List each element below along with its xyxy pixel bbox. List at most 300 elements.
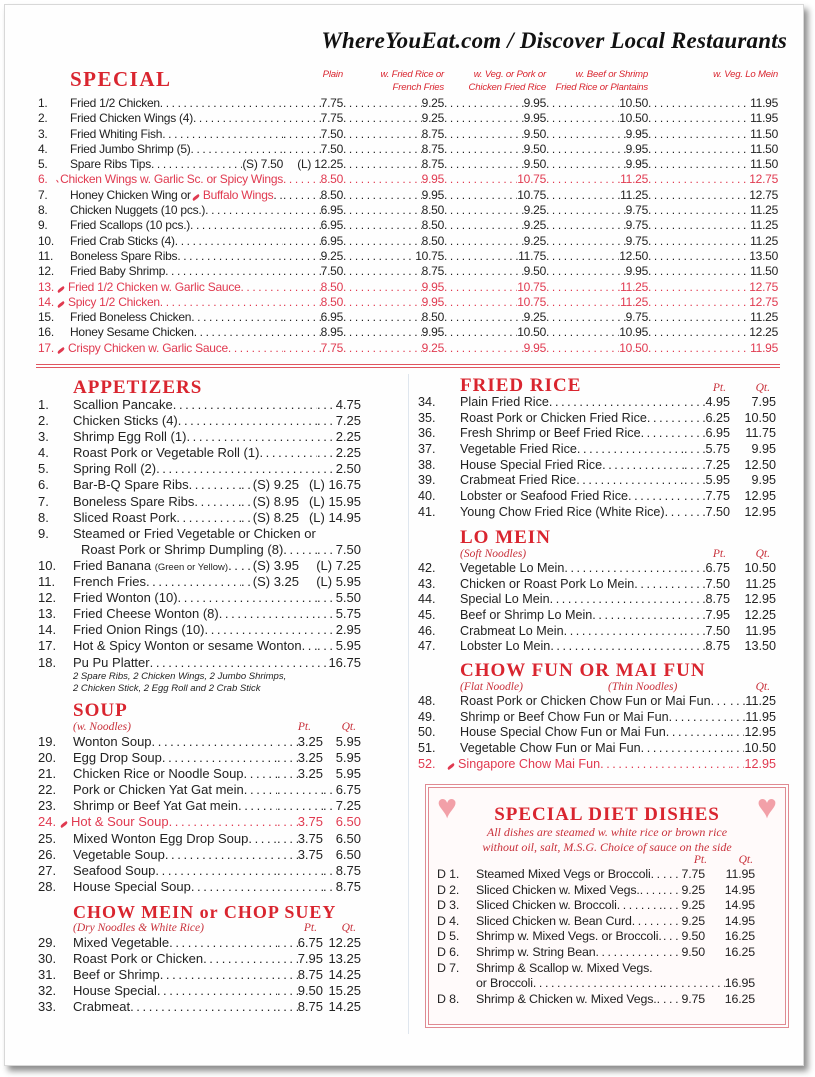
item-name: Crispy Chicken w. Garlic Sauce [68, 340, 228, 355]
dot-leader [193, 111, 283, 126]
menu-item-row [418, 395, 776, 411]
dot-leader [684, 561, 705, 577]
dot-leader [241, 510, 253, 526]
chow-mein-section [38, 903, 361, 1015]
item-number: 9. [38, 218, 48, 233]
column-header-line: w. Beef or Shrimp [575, 69, 648, 80]
item-name: Steamed or Fried Vegetable or Chicken or [73, 525, 316, 541]
dot-leader [190, 218, 283, 233]
price-cell [283, 96, 343, 111]
dot-leader [684, 608, 705, 624]
lo-mein-section [418, 529, 776, 655]
item-number: D 3. [437, 898, 460, 913]
price-cell [343, 111, 444, 126]
price-cell [277, 863, 323, 879]
item-price: 12.75 [749, 294, 778, 309]
item-price: 10.50 [517, 325, 546, 340]
price-cell [663, 867, 705, 883]
pepper-icon [56, 181, 58, 184]
dot-leader [176, 510, 241, 526]
item-number: 10. [38, 557, 57, 573]
item-price: 12.75 [749, 187, 778, 202]
price-cell [323, 935, 361, 951]
qt-label: Qt. [755, 681, 770, 693]
item-number: 4. [38, 141, 48, 156]
dot-leader [634, 577, 684, 593]
price-cell [323, 831, 361, 847]
fried-rice-title-text: FRIED RICE [460, 375, 582, 396]
item-number: 44. [418, 592, 436, 607]
dot-leader [277, 798, 323, 814]
menu-item-row [38, 879, 361, 895]
price-cell [444, 310, 546, 325]
price-cell [663, 898, 705, 914]
dot-leader [663, 883, 681, 899]
item-price: 9.50 [523, 126, 546, 141]
item-price: 13.50 [749, 248, 778, 263]
price-cell [663, 945, 705, 961]
item-price: 16.25 [724, 944, 755, 959]
price-cell [730, 489, 776, 505]
item-number: 22. [38, 782, 57, 798]
price-cell [730, 725, 776, 741]
menu-item-row [38, 798, 361, 814]
item-number: 40. [418, 489, 436, 504]
item-number: 31. [38, 967, 57, 983]
dot-leader [648, 127, 750, 142]
price-cell [343, 188, 444, 203]
price-cell [730, 473, 776, 489]
dot-leader [711, 694, 730, 710]
item-name: Egg Drop Soup [73, 750, 162, 766]
item-name: French Fries [73, 574, 146, 590]
item-price: 6.75 [335, 782, 361, 798]
price-cell [663, 992, 705, 1008]
heart-icon: ♥ [437, 788, 458, 826]
item-number: 14. [38, 622, 57, 638]
item-price: 9.95 [421, 279, 444, 294]
item-number: 3. [38, 429, 49, 445]
item-price: 12.25 [328, 935, 361, 950]
appetizers-list [38, 397, 361, 695]
menu-item-row [437, 898, 755, 914]
item-number: 50. [418, 725, 436, 740]
price-cell [277, 879, 323, 895]
column-header-line: w. Fried Rice or [380, 69, 444, 80]
dot-leader [546, 325, 619, 340]
menu-item-row [418, 577, 776, 593]
dot-leader [648, 188, 749, 203]
item-price: 12.95 [744, 756, 776, 771]
price-cell [684, 442, 730, 458]
item-name: Roast Pork or Chicken Fried Rice [460, 410, 647, 425]
item-price: 7.75 [320, 340, 343, 355]
price-cell [546, 111, 648, 126]
price-cell [684, 489, 730, 505]
item-price: (L) 5.95 [316, 574, 361, 590]
item-price: 9.50 [297, 983, 323, 999]
price-cell [444, 157, 546, 172]
dot-leader [648, 341, 750, 356]
section-title-appetizers: APPETIZERS [73, 377, 203, 398]
price-cell [323, 750, 361, 766]
price-cell [663, 883, 705, 899]
item-price: 14.95 [724, 882, 755, 897]
price-cell [277, 935, 323, 951]
price-cell [730, 411, 776, 427]
item-name: House Special Soup [73, 878, 191, 894]
dot-leader [343, 234, 422, 249]
price-cell [684, 624, 730, 640]
pepper-icon [60, 821, 68, 828]
item-price: 7.50 [320, 126, 343, 141]
item-price: 9.25 [681, 898, 705, 913]
dot-leader [283, 96, 321, 111]
item-name: Pork or Chicken Yat Gat mein [73, 782, 244, 798]
item-number: 6. [38, 477, 49, 493]
dot-leader [546, 280, 620, 295]
price-cell [317, 397, 361, 413]
price-cell [705, 929, 755, 945]
dot-leader [343, 142, 422, 157]
menu-item-row [418, 458, 776, 474]
dot-leader [317, 429, 336, 445]
dot-leader [194, 494, 241, 510]
dot-leader [651, 867, 663, 883]
menu-item-row [38, 310, 778, 325]
price-cell [648, 234, 778, 249]
item-price: 11.95 [745, 709, 776, 724]
item-price: 13.50 [744, 639, 776, 654]
price-cell [323, 967, 361, 983]
menu-item-row [38, 461, 361, 477]
item-name: Roast Pork or Chicken [73, 951, 204, 967]
soup-subtitle [38, 720, 361, 734]
dot-leader [546, 188, 620, 203]
dot-leader [444, 249, 518, 264]
item-price: 10.50 [744, 741, 776, 756]
item-name: Beef or Shrimp [73, 967, 160, 983]
item-price: 14.25 [328, 999, 361, 1015]
item-name: Hot & Sour Soup [71, 814, 169, 830]
item-price: 8.75 [421, 126, 444, 141]
dot-leader [169, 935, 277, 951]
item-price: 12.95 [744, 504, 776, 519]
menu-item-row [418, 639, 776, 655]
dot-leader [444, 127, 524, 142]
menu-item-row [38, 831, 361, 847]
item-price: 7.95 [705, 608, 730, 623]
price-cell [317, 606, 361, 622]
item-price: 11.95 [750, 111, 778, 126]
dot-leader [648, 111, 750, 126]
item-number: 11. [38, 248, 54, 263]
price-cell [444, 96, 546, 111]
item-price: 9.95 [523, 111, 546, 126]
item-number: 28. [38, 878, 57, 894]
item-name: Vegetable Chow Fun or Mai Fun [460, 741, 641, 756]
dot-leader [648, 172, 749, 187]
price-cell [277, 847, 323, 863]
dot-leader [343, 249, 415, 264]
item-price: 13.25 [328, 951, 361, 967]
price-cell [283, 325, 343, 340]
item-name: Chicken Sticks (4) [73, 413, 178, 429]
item-price: 9.50 [523, 141, 546, 156]
price-cell [343, 310, 444, 325]
price-cell [730, 592, 776, 608]
dot-leader [546, 157, 626, 172]
item-name: Special Lo Mein [460, 592, 550, 607]
item-number: 47. [418, 639, 436, 654]
dot-leader [283, 142, 321, 157]
item-name: Fried Banana [73, 557, 152, 573]
dot-leader [648, 142, 750, 157]
menu-item-row [38, 234, 778, 249]
price-cell [730, 577, 776, 593]
dot-leader [277, 734, 298, 750]
item-number: 3. [38, 126, 48, 141]
price-cell [730, 505, 776, 521]
dot-leader [152, 734, 277, 750]
menu-item-row [38, 999, 361, 1015]
item-price: 3.75 [297, 830, 323, 846]
price-cell [277, 750, 323, 766]
dot-leader [165, 847, 277, 863]
dot-leader [238, 798, 277, 814]
dot-leader [564, 624, 684, 640]
item-name: Plain Fried Rice [460, 395, 549, 409]
price-cell [283, 157, 343, 172]
dot-leader [648, 310, 750, 325]
item-price: 9.95 [625, 141, 648, 156]
item-name: Fried Chicken Wings (4) [70, 111, 193, 126]
item-description: 2 Chicken Stick, 2 Egg Roll and 2 Crab Stick [73, 682, 261, 694]
price-cell [283, 234, 343, 249]
item-price: 2.50 [335, 461, 361, 477]
dot-leader [546, 111, 619, 126]
menu-item-row [38, 218, 778, 233]
item-number: 12. [38, 264, 54, 279]
dot-leader [343, 295, 422, 310]
item-price: 9.25 [523, 203, 546, 218]
item-number: 43. [418, 576, 436, 591]
price-cell [546, 234, 648, 249]
fried-rice-list [418, 395, 776, 521]
qt-label: Qt. [738, 854, 753, 866]
menu-item-row [418, 473, 776, 489]
dot-leader [730, 710, 745, 726]
dot-leader [277, 814, 298, 830]
price-cell [648, 96, 778, 111]
item-name: Mixed Vegetable [73, 935, 170, 950]
special-column-headers [38, 68, 778, 94]
pepper-icon [57, 347, 65, 354]
price-cell [444, 218, 546, 233]
dot-leader [648, 96, 750, 111]
pt-label: Pt. [693, 854, 707, 866]
item-price: 6.50 [335, 814, 361, 830]
price-cell [730, 741, 776, 757]
dot-leader [277, 782, 323, 798]
menu-item-row [38, 341, 778, 356]
price-cell [343, 127, 444, 142]
item-price: 5.95 [335, 766, 361, 782]
dot-leader [663, 914, 681, 930]
menu-item-row [418, 710, 776, 726]
dot-leader [647, 411, 684, 427]
item-number: 11. [38, 574, 56, 590]
dot-leader [684, 411, 705, 427]
menu-item-row [38, 249, 778, 264]
item-number: 5. [38, 461, 49, 477]
dot-leader [317, 606, 336, 622]
item-name-note: (Green or Yellow) [154, 561, 229, 573]
menu-item-row [38, 510, 361, 526]
item-name: Sliced Chicken w. Bean Curd [476, 913, 632, 928]
pt-label: Pt. [297, 721, 311, 733]
dot-leader [663, 976, 705, 992]
dot-leader [641, 426, 684, 442]
item-price: 5.75 [335, 606, 361, 622]
menu-item-row [38, 782, 361, 798]
dot-leader [277, 967, 298, 983]
menu-item-row [38, 558, 361, 574]
dot-leader [165, 264, 283, 279]
price-cell [343, 264, 444, 279]
item-number: 18. [38, 654, 57, 670]
menu-item-row [38, 951, 361, 967]
menu-item-row [38, 295, 778, 310]
item-number: 27. [38, 862, 57, 878]
price-cell [444, 295, 546, 310]
dot-leader [577, 442, 684, 458]
item-price: 11.25 [620, 279, 648, 294]
item-name: Sliced Roast Pork [73, 509, 177, 525]
pt-label: Pt. [712, 548, 726, 560]
item-number: 34. [418, 395, 436, 409]
item-price: 7.75 [681, 867, 705, 881]
item-price: 10.75 [517, 294, 546, 309]
item-number: 15. [38, 310, 54, 325]
menu-item-row [38, 967, 361, 983]
item-price: 12.95 [744, 489, 776, 504]
dot-leader [205, 203, 283, 218]
menu-item-row [418, 442, 776, 458]
price-cell [730, 458, 776, 474]
item-price: 3.25 [297, 750, 323, 766]
price-cell [546, 280, 648, 295]
price-cell [283, 341, 343, 356]
dot-leader [277, 983, 298, 999]
menu-item-row [437, 992, 755, 1008]
site-title: WhereYouEat.com / Discover Local Restaurants [321, 28, 787, 53]
dot-leader [162, 127, 283, 142]
price-cell [323, 814, 361, 830]
item-price: 9.25 [421, 111, 444, 126]
item-name: Sliced Chicken w. Broccoli [476, 898, 617, 913]
item-price: 9.75 [625, 233, 648, 248]
dot-leader [343, 157, 422, 172]
price-cell [277, 766, 323, 782]
price-cell [323, 782, 361, 798]
item-number: 39. [418, 473, 436, 488]
chow-fun-subtitle-text: (Flat Noodle) [460, 681, 523, 693]
dot-leader [302, 638, 317, 654]
menu-item-row [418, 694, 776, 710]
menu-item-row [38, 188, 778, 203]
item-price: 12.25 [744, 608, 776, 623]
item-price: 7.25 [335, 413, 361, 429]
item-price: 5.50 [335, 590, 361, 606]
price-cell [241, 494, 299, 510]
menu-item-row [418, 624, 776, 640]
dot-leader [160, 295, 283, 310]
dot-leader [277, 847, 298, 863]
item-price: 8.75 [335, 862, 361, 878]
item-number: 1. [38, 96, 48, 110]
menu-item-row [38, 863, 361, 879]
price-cell [684, 473, 730, 489]
column-header-line: French Fries [392, 82, 444, 93]
price-cell [343, 203, 444, 218]
dot-leader [444, 172, 517, 187]
item-price: 11.50 [750, 126, 778, 141]
soup-section [38, 702, 361, 895]
price-cell [648, 295, 778, 310]
heart-icon: ♥ [756, 788, 777, 826]
dot-leader [283, 310, 321, 325]
dot-leader [189, 477, 241, 493]
price-cell [299, 558, 361, 574]
item-price: 8.50 [421, 310, 444, 325]
price-cell [444, 249, 546, 264]
item-number: 8. [38, 203, 48, 218]
item-price: 8.75 [421, 264, 444, 279]
price-cell [241, 574, 299, 590]
item-number: 20. [38, 750, 57, 766]
dot-leader [323, 863, 336, 879]
item-price: 8.50 [421, 218, 444, 233]
dot-leader [175, 234, 283, 249]
item-number: 41. [418, 504, 436, 519]
item-price: 7.50 [335, 541, 361, 557]
menu-item-row [38, 574, 361, 590]
price-cell [277, 782, 323, 798]
qt-label: Qt. [341, 721, 356, 733]
item-price: (S) 8.25 [252, 509, 299, 525]
dot-leader [244, 782, 277, 798]
menu-item-row [418, 426, 776, 442]
dot-leader [444, 96, 524, 111]
item-price: 11.50 [750, 157, 778, 172]
item-price: 11.95 [745, 623, 776, 638]
item-price: 9.75 [625, 218, 648, 233]
dot-leader [317, 638, 336, 654]
item-number: 26. [38, 846, 57, 862]
dot-leader [203, 951, 277, 967]
dot-leader [241, 494, 253, 510]
price-cell [283, 111, 343, 126]
item-price: 11.25 [620, 172, 648, 187]
price-cell [546, 264, 648, 279]
item-name: Shrimp Egg Roll (1) [73, 429, 187, 445]
dot-leader [444, 218, 524, 233]
price-cell [663, 914, 705, 930]
item-price: 5.95 [705, 473, 730, 488]
price-cell [546, 172, 648, 187]
dot-leader [684, 426, 705, 442]
